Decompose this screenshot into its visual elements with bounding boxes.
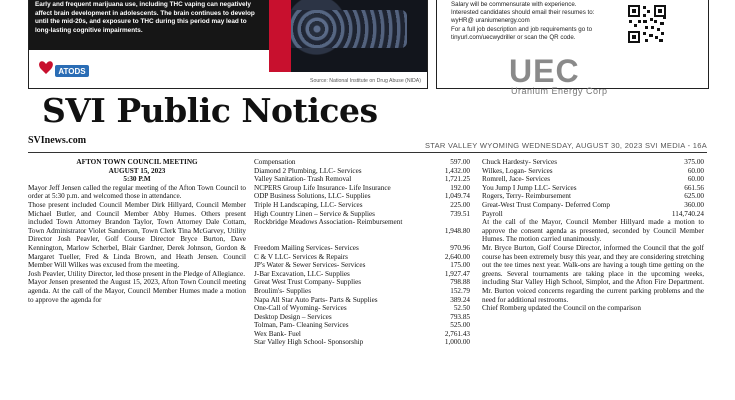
uec-job-ad[interactable] bbox=[436, 0, 709, 96]
uec-company-name: Uranium Energy Corp bbox=[511, 86, 608, 96]
expense-name: Compensation bbox=[254, 158, 296, 166]
expense-name: High Country Linen – Service & Supplies bbox=[254, 209, 375, 218]
expense-amount: 360.00 bbox=[684, 200, 704, 209]
expense-name: Wex Bank- Fuel bbox=[254, 329, 301, 338]
expense-amount: 52.50 bbox=[453, 304, 470, 313]
expense-name: Broulim's- Supplies bbox=[254, 286, 312, 295]
expense-name: Napa All Star Auto Parts- Parts & Supplies bbox=[254, 295, 378, 304]
expense-item bbox=[254, 296, 470, 305]
ad-line: tinyurl.com/uecwydriller or scan the QR code. bbox=[451, 33, 576, 41]
expense-item bbox=[254, 253, 470, 262]
expense-amount: 798.88 bbox=[450, 278, 470, 287]
expense-amount: 1,432.00 bbox=[444, 166, 470, 175]
notice-date: AUGUST 15, 2023 bbox=[108, 166, 166, 175]
expense-amount: 375.00 bbox=[684, 158, 704, 166]
ad-photo bbox=[269, 0, 427, 72]
expense-item bbox=[254, 244, 470, 253]
expense-item bbox=[482, 158, 704, 167]
atods-logo-icon bbox=[37, 56, 91, 84]
expense-amount: 970.96 bbox=[450, 243, 470, 252]
notice-time: 5:30 P.M bbox=[123, 175, 151, 184]
expense-amount: 1,721.25 bbox=[444, 175, 470, 184]
expense-amount: 152.79 bbox=[450, 286, 470, 295]
ad-copy bbox=[451, 1, 641, 42]
ad-text: Early and frequent marijuana use, including THC vaping can negatively affect brain development in adolescents. The brain continues to develop until the mid-20s, and exposure to THC during this period may lead to long-lasting cognitive impairments. bbox=[29, 0, 269, 50]
expense-item bbox=[254, 261, 470, 270]
expense-amount: 225.00 bbox=[450, 200, 470, 209]
expense-amount: 175.00 bbox=[450, 261, 470, 270]
folio-line bbox=[0, 138, 707, 152]
expense-item bbox=[254, 201, 470, 210]
expense-item bbox=[482, 192, 704, 201]
expense-name: ODP Business Solutions, LLC- Supplies bbox=[254, 192, 371, 201]
notice-heading: AFTON TOWN COUNCIL MEETING bbox=[76, 158, 198, 166]
header-rule bbox=[28, 152, 707, 153]
expense-name: Payroll bbox=[482, 209, 503, 218]
expense-name: Great West Trust Company- Supplies bbox=[254, 278, 362, 287]
expense-item bbox=[254, 287, 470, 296]
ad-line: Salary will be commensurate with experience. bbox=[451, 1, 577, 8]
expense-name: Wilkes, Logan- Services bbox=[482, 166, 553, 175]
expense-item bbox=[254, 304, 470, 313]
uec-logo bbox=[509, 53, 629, 96]
expense-name: Rogers, Terry- Reimbursement bbox=[482, 192, 571, 201]
expense-amount: 1,000.00 bbox=[444, 338, 470, 347]
expense-item bbox=[254, 167, 470, 176]
expense-name: Great-West Trust Company- Deferred Comp bbox=[482, 200, 610, 209]
paragraph: Mr. Bryce Burton, Golf Course Director, informed the Council that the golf course has been extremely busy this year, and they are considering stretching out the tee times next year. Walk-ons are having a tough time getting on the greens. Several tournaments are taking place in the upcoming weeks, including Star Valley High School, Simplot, and the Afton Fire Department. Mr. Burton voiced concerns regarding the current parking problems and the need for additional restrooms. bbox=[482, 243, 704, 304]
expense-name: Desktop Design – Services bbox=[254, 312, 332, 321]
expense-amount: 1,049.74 bbox=[444, 192, 470, 201]
expense-name: Freedom Mailing Services- Services bbox=[254, 243, 359, 252]
expense-item bbox=[254, 278, 470, 287]
column-1 bbox=[28, 158, 246, 304]
expense-item bbox=[254, 218, 470, 227]
expense-amount: 1,927.47 bbox=[444, 269, 470, 278]
top-advertisements bbox=[0, 0, 735, 96]
expense-name: Chuck Hardesty- Services bbox=[482, 158, 558, 166]
thc-awareness-ad[interactable] bbox=[28, 0, 428, 89]
uec-logo-mark: UEC bbox=[509, 53, 580, 89]
expense-amount: 192.00 bbox=[450, 183, 470, 192]
expense-amount: 114,740.24 bbox=[671, 209, 704, 218]
ad-line: wyHR@ uraniumenergy.com bbox=[451, 17, 530, 25]
paragraph: Those present included Council Member Dirk Hillyard, Council Member Michael Butler, and Council Member Abby Humes. Others present included Town Attorney Brandon Taylor, Town Attorney Dale Cottam, Town Administrator Violet Sanderson, Town Clerk Tina McGarvey, Utility Director Josh Peavler, Golf Course Director Bryce Burton, Dave Kennington, Marlow Scherbel, Blair Gardner, Derek Johnson, Gordon & Margaret Tueller, Fred & Linda Brown, and Heath Jensen. Council Member Will Wilkes was excused from the meeting. bbox=[28, 200, 246, 270]
expense-name: Star Valley High School- Sponsorship bbox=[254, 338, 364, 347]
expense-item bbox=[254, 175, 470, 184]
paragraph: Josh Peavler, Utility Director, led those present in the Pledge of Allegiance. bbox=[28, 269, 245, 278]
expense-amount: 1,948.80 bbox=[444, 226, 470, 235]
expense-amount: 625.00 bbox=[684, 192, 704, 201]
paragraph: At the call of the Mayor, Council Member Hillyard made a motion to approve the consent agenda as presented, seconded by Council Member Humes. The motion carried unanimously. bbox=[482, 218, 704, 244]
column-3 bbox=[482, 158, 704, 313]
expense-name: C & V LLC- Services & Repairs bbox=[254, 252, 348, 261]
ad-line: Interested candidates should email their resumes to: bbox=[451, 9, 595, 17]
ad-line: For a full job description and job requirements go to bbox=[451, 25, 593, 33]
expense-item bbox=[482, 167, 704, 176]
expense-name: JP's Water & Sewer Services- Services bbox=[254, 261, 366, 270]
expense-item bbox=[254, 227, 470, 236]
column-2 bbox=[254, 158, 470, 347]
expense-amount: 60.00 bbox=[687, 175, 704, 184]
expense-name: Diamond 2 Plumbing, LLC- Services bbox=[254, 166, 362, 175]
expense-item bbox=[482, 175, 704, 184]
spacer bbox=[254, 235, 470, 244]
expense-amount: 793.85 bbox=[450, 312, 470, 321]
paragraph: Mayor Jeff Jensen called the regular meeting of the Afton Town Council to order at 5:30 p.m. and welcomed those in attendance. bbox=[28, 183, 246, 201]
expense-item bbox=[482, 184, 704, 193]
expense-item bbox=[254, 158, 470, 167]
qr-code-icon[interactable] bbox=[627, 4, 667, 44]
expense-name: One-Call of Wyoming- Services bbox=[254, 304, 347, 313]
expense-item bbox=[254, 313, 470, 322]
expense-amount: 2,640.00 bbox=[444, 252, 470, 261]
ad-source: Source: National Institute on Drug Abuse (NIDA) bbox=[309, 78, 421, 84]
expense-item bbox=[254, 184, 470, 193]
expense-item bbox=[254, 321, 470, 330]
expense-amount: 2,761.43 bbox=[444, 329, 470, 338]
paragraph: Mayor Jensen presented the August 15, 2023, Afton Town Council meeting agenda. At the call of the Mayor, Council Member Humes made a motion to approve the agenda for bbox=[28, 278, 246, 304]
expense-amount: 597.00 bbox=[450, 158, 470, 166]
expense-amount: 389.24 bbox=[450, 295, 470, 304]
expense-name: NCPERS Group Life Insurance- Life Insurance bbox=[254, 183, 391, 192]
paragraph: Chief Romberg updated the Council on the comparison bbox=[482, 304, 641, 313]
expense-item bbox=[482, 210, 704, 219]
expense-name: Romrell, Jace- Services bbox=[482, 175, 551, 184]
section-title: SVI Public Notices bbox=[42, 91, 378, 130]
expense-item bbox=[254, 270, 470, 279]
expense-name: Valley Sanitation- Trash Removal bbox=[254, 175, 352, 184]
expense-amount: 661.56 bbox=[684, 183, 704, 192]
expense-item bbox=[482, 201, 704, 210]
expense-amount: 60.00 bbox=[687, 166, 704, 175]
expense-amount: 525.00 bbox=[450, 321, 470, 330]
expense-item bbox=[254, 210, 470, 219]
logo-text: ATODS bbox=[58, 67, 86, 76]
expense-item bbox=[254, 330, 470, 339]
expense-item bbox=[254, 338, 470, 347]
expense-name: Rockbridge Meadows Association- Reimbursement bbox=[254, 218, 403, 227]
folio-text: STAR VALLEY WYOMING WEDNESDAY, AUGUST 30, 2023 SVI MEDIA - 16A bbox=[424, 141, 707, 150]
expense-name: Triple H Landscaping, LLC- Services bbox=[254, 200, 363, 209]
expense-name: Tolman, Pam- Cleaning Services bbox=[254, 321, 349, 330]
site-url[interactable]: SVInews.com bbox=[28, 135, 87, 146]
expense-item bbox=[254, 192, 470, 201]
expense-name: J-Bar Excavation, LLC- Supplies bbox=[254, 269, 350, 278]
expense-name: You Jump I Jump LLC- Services bbox=[482, 183, 577, 192]
expense-amount: 739.51 bbox=[450, 209, 470, 218]
